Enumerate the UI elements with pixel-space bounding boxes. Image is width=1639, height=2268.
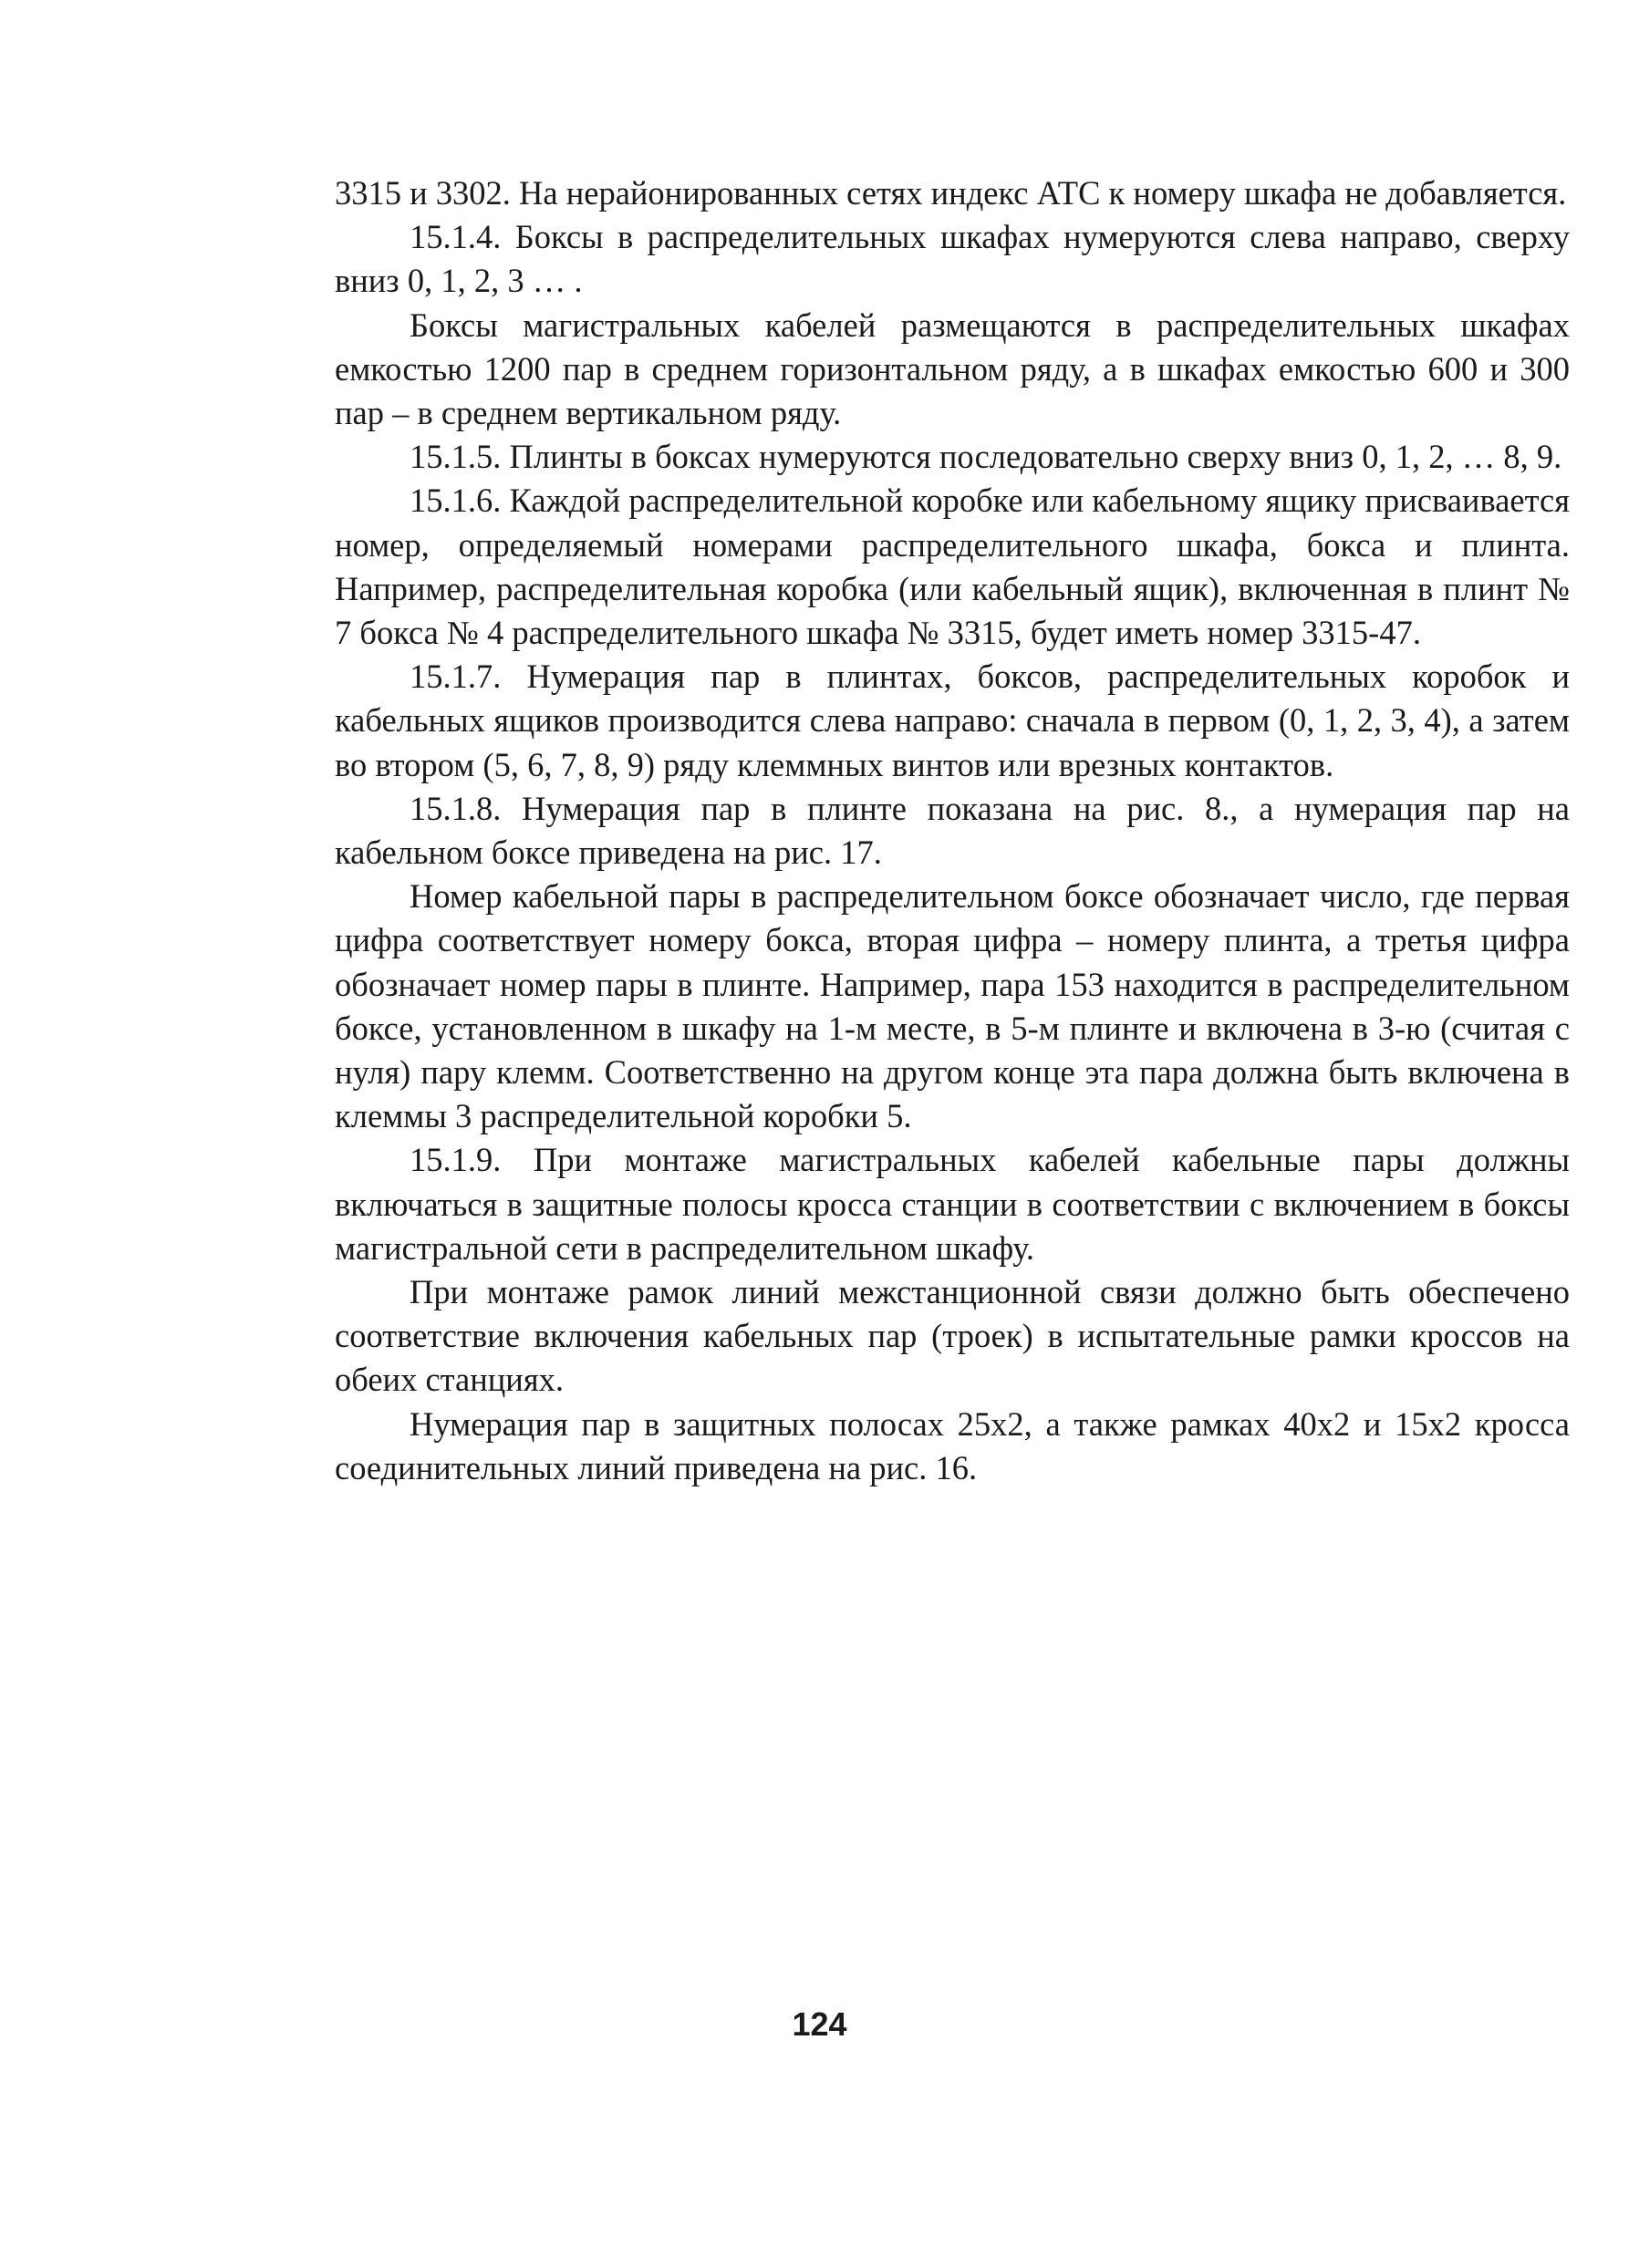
- paragraph-15-1-7: 15.1.7. Нумерация пар в плинтах, боксов, распределительных коробок и кабельных ящиков производится слева направо: сначала в первом (0, 1, 2, 3, 4), а затем во втором (5, 6, 7, 8, 9) ряду клеммных винтов или врезных контактов.: [335, 658, 1570, 783]
- paragraph-pair-number: Номер кабельной пары в распределительном боксе обозначает число, где первая цифра соответствует номеру бокса, вторая цифра – номеру плинта, а третья цифра обозначает номер пары в плинте. Например, пара 153 находится в распределительном боксе, установленном в шкафу на 1-м месте, в 5-м плинте и включена в 3-ю (считая с нуля) пару клемм. Соответственно на другом конце эта пара должна быть включена в клеммы 3 распределительной коробки 5.: [335, 877, 1570, 1135]
- paragraph-15-1-6: 15.1.6. Каждой распределительной коробке или кабельному ящику присваивается номер, определяемый номерами распределительного шкафа, бокса и плинта. Например, распределительная коробка (или кабельный ящик), включенная в плинт № 7 бокса № 4 распределительного шкафа № 3315, будет иметь номер 3315-47.: [335, 482, 1570, 652]
- paragraph-15-1-4: 15.1.4. Боксы в распределительных шкафах нумеруются слева направо, сверху вниз 0, 1, 2, 3 … .: [335, 218, 1570, 300]
- paragraph-15-1-9: 15.1.9. При монтаже магистральных кабелей кабельные пары должны включаться в защитные полосы кросса станции в соответствии с включением в боксы магистральной сети в распределительном шкафу.: [335, 1141, 1570, 1267]
- paragraph-15-1-8: 15.1.8. Нумерация пар в плинте показана на рис. 8., а нумерация пар на кабельном боксе приведена на рис. 17.: [335, 789, 1570, 872]
- paragraph-protection-strips: Нумерация пар в защитных полосах 25х2, а также рамках 40х2 и 15х2 кросса соединительных линий приведена на рис. 16.: [335, 1404, 1570, 1486]
- body-text: [335, 171, 1570, 1490]
- paragraph-continuation: 3315 и 3302. На нерайонированных сетях индекс АТС к номеру шкафа не добавляется.: [335, 174, 1567, 212]
- paragraph-15-1-5: 15.1.5. Плинты в боксах нумеруются последовательно сверху вниз 0, 1, 2, … 8, 9.: [410, 438, 1562, 476]
- page-number: 124: [792, 2005, 847, 2043]
- paragraph-interstation-frames: При монтаже рамок линий межстанционной связи должно быть обеспечено соответствие включения кабельных пар (троек) в испытательные рамки кроссов на обеих станциях.: [335, 1273, 1570, 1399]
- paragraph-trunk-boxes: Боксы магистральных кабелей размещаются в распределительных шкафах емкостью 1200 пар в среднем горизонтальном ряду, а в шкафах емкостью 600 и 300 пар – в среднем вертикальном ряду.: [335, 306, 1570, 432]
